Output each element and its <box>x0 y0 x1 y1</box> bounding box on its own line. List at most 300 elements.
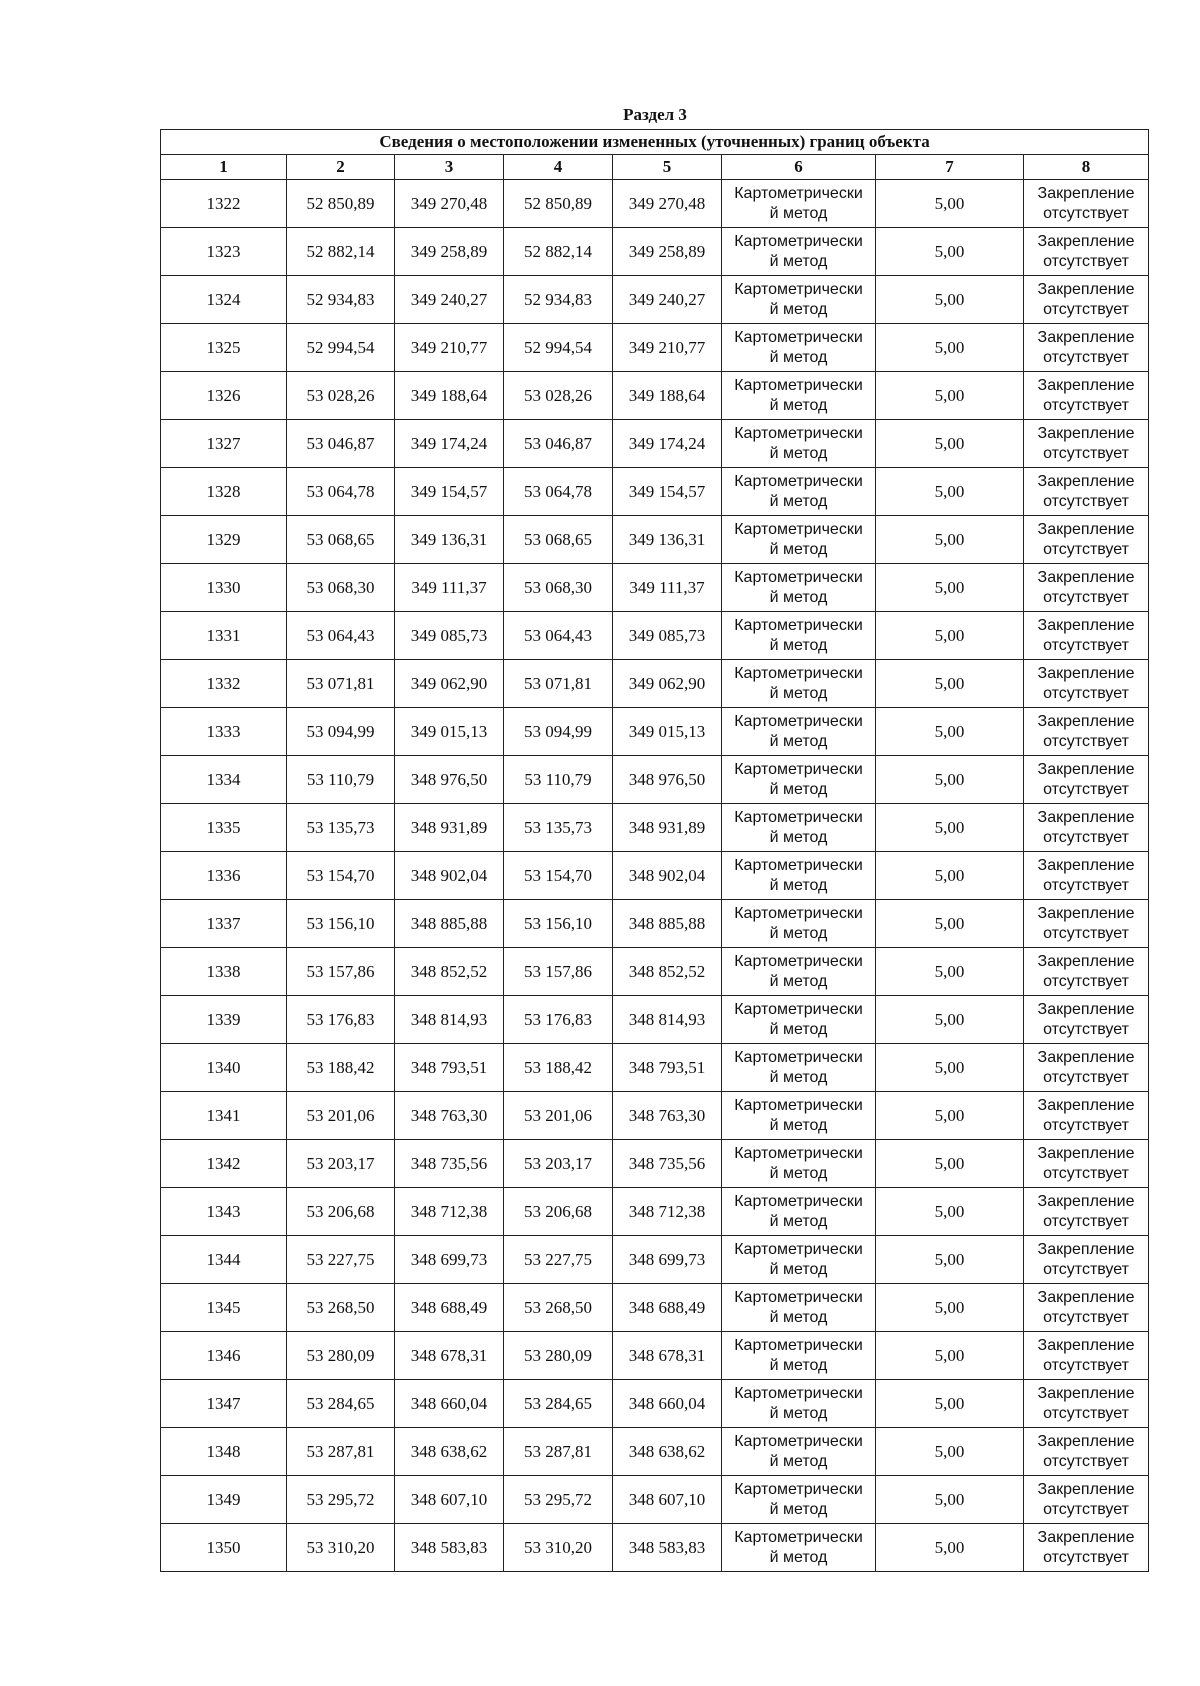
fixation-cell <box>1024 276 1149 324</box>
x-new-cell: 53 176,83 <box>504 996 613 1044</box>
x-old-cell: 53 188,42 <box>287 1044 395 1092</box>
method-cell <box>722 276 876 324</box>
point-number-cell: 1331 <box>161 612 287 660</box>
x-new-cell: 52 934,83 <box>504 276 613 324</box>
accuracy-cell: 5,00 <box>876 1236 1024 1284</box>
fixation-text-line: отсутствует <box>1043 876 1129 894</box>
x-new-cell: 53 284,65 <box>504 1380 613 1428</box>
point-number-cell: 1327 <box>161 420 287 468</box>
table-row <box>161 660 1149 708</box>
method-text-line: й метод <box>769 1212 828 1230</box>
point-number-cell: 1343 <box>161 1188 287 1236</box>
x-new-cell: 52 882,14 <box>504 228 613 276</box>
x-new-cell: 53 310,20 <box>504 1524 613 1572</box>
fixation-text-line: отсутствует <box>1043 540 1129 558</box>
fixation-text-line: отсутствует <box>1043 1356 1129 1374</box>
point-number-cell: 1325 <box>161 324 287 372</box>
fixation-cell <box>1024 1236 1149 1284</box>
method-text-line: Картометрически <box>734 472 863 490</box>
point-number-cell: 1344 <box>161 1236 287 1284</box>
table-row <box>161 708 1149 756</box>
table-row <box>161 1236 1149 1284</box>
accuracy-cell: 5,00 <box>876 1332 1024 1380</box>
method-cell <box>722 564 876 612</box>
section-title: Раздел 3 <box>623 105 687 124</box>
point-number-cell: 1349 <box>161 1476 287 1524</box>
fixation-text-line: Закрепление <box>1037 1240 1135 1258</box>
method-text-line: й метод <box>769 444 828 462</box>
point-number-cell: 1326 <box>161 372 287 420</box>
fixation-text-line: отсутствует <box>1043 1548 1129 1566</box>
point-number-cell: 1346 <box>161 1332 287 1380</box>
x-old-cell: 53 154,70 <box>287 852 395 900</box>
y-old-cell: 348 931,89 <box>395 804 504 852</box>
method-cell <box>722 516 876 564</box>
table-row <box>161 1092 1149 1140</box>
method-text-line: й метод <box>769 780 828 798</box>
method-text-line: Картометрически <box>734 1096 863 1114</box>
fixation-cell <box>1024 1524 1149 1572</box>
point-number-cell: 1337 <box>161 900 287 948</box>
accuracy-cell: 5,00 <box>876 1524 1024 1572</box>
y-new-cell: 348 814,93 <box>613 996 722 1044</box>
accuracy-cell: 5,00 <box>876 276 1024 324</box>
method-text-line: й метод <box>769 396 828 414</box>
accuracy-cell: 5,00 <box>876 996 1024 1044</box>
x-old-cell: 53 068,30 <box>287 564 395 612</box>
fixation-text-line: отсутствует <box>1043 1404 1129 1422</box>
method-text-line: й метод <box>769 300 828 318</box>
y-old-cell: 349 154,57 <box>395 468 504 516</box>
table-caption: Сведения о местоположении измененных (уточненных) границ объекта <box>161 130 1149 155</box>
y-old-cell: 348 660,04 <box>395 1380 504 1428</box>
y-old-cell: 348 678,31 <box>395 1332 504 1380</box>
method-text-line: й метод <box>769 1116 828 1134</box>
table-row <box>161 1428 1149 1476</box>
fixation-text-line: Закрепление <box>1037 376 1135 394</box>
fixation-text-line: Закрепление <box>1037 280 1135 298</box>
x-old-cell: 53 203,17 <box>287 1140 395 1188</box>
accuracy-cell: 5,00 <box>876 804 1024 852</box>
x-old-cell: 52 850,89 <box>287 180 395 228</box>
y-new-cell: 349 210,77 <box>613 324 722 372</box>
y-old-cell: 349 188,64 <box>395 372 504 420</box>
method-text-line: й метод <box>769 1308 828 1326</box>
table-row <box>161 612 1149 660</box>
fixation-cell <box>1024 1332 1149 1380</box>
fixation-cell <box>1024 372 1149 420</box>
x-old-cell: 53 201,06 <box>287 1092 395 1140</box>
y-old-cell: 348 852,52 <box>395 948 504 996</box>
method-text-line: Картометрически <box>734 520 863 538</box>
method-text-line: й метод <box>769 1260 828 1278</box>
y-new-cell: 349 062,90 <box>613 660 722 708</box>
method-cell <box>722 468 876 516</box>
fixation-cell <box>1024 324 1149 372</box>
x-old-cell: 53 176,83 <box>287 996 395 1044</box>
fixation-cell <box>1024 900 1149 948</box>
accuracy-cell: 5,00 <box>876 1380 1024 1428</box>
fixation-text-line: отсутствует <box>1043 396 1129 414</box>
table-row <box>161 1140 1149 1188</box>
column-number: 3 <box>395 155 504 180</box>
method-text-line: Картометрически <box>734 232 863 250</box>
y-old-cell: 349 085,73 <box>395 612 504 660</box>
fixation-text-line: отсутствует <box>1043 732 1129 750</box>
method-text-line: й метод <box>769 636 828 654</box>
method-text-line: Картометрически <box>734 1192 863 1210</box>
fixation-text-line: Закрепление <box>1037 1144 1135 1162</box>
fixation-text-line: отсутствует <box>1043 492 1129 510</box>
method-text-line: Картометрически <box>734 808 863 826</box>
accuracy-cell: 5,00 <box>876 420 1024 468</box>
fixation-cell <box>1024 228 1149 276</box>
y-new-cell: 349 136,31 <box>613 516 722 564</box>
fixation-cell <box>1024 660 1149 708</box>
accuracy-cell: 5,00 <box>876 1140 1024 1188</box>
accuracy-cell: 5,00 <box>876 372 1024 420</box>
accuracy-cell: 5,00 <box>876 612 1024 660</box>
method-cell <box>722 1284 876 1332</box>
fixation-text-line: отсутствует <box>1043 1308 1129 1326</box>
fixation-text-line: отсутствует <box>1043 300 1129 318</box>
method-text-line: й метод <box>769 828 828 846</box>
y-old-cell: 348 902,04 <box>395 852 504 900</box>
accuracy-cell: 5,00 <box>876 1428 1024 1476</box>
y-old-cell: 348 583,83 <box>395 1524 504 1572</box>
fixation-text-line: отсутствует <box>1043 204 1129 222</box>
y-old-cell: 349 258,89 <box>395 228 504 276</box>
method-text-line: й метод <box>769 972 828 990</box>
x-new-cell: 53 064,78 <box>504 468 613 516</box>
method-cell <box>722 324 876 372</box>
method-text-line: Картометрически <box>734 1432 863 1450</box>
point-number-cell: 1330 <box>161 564 287 612</box>
table-row <box>161 1044 1149 1092</box>
point-number-cell: 1336 <box>161 852 287 900</box>
accuracy-cell: 5,00 <box>876 228 1024 276</box>
x-new-cell: 53 068,30 <box>504 564 613 612</box>
fixation-text-line: отсутствует <box>1043 1212 1129 1230</box>
method-text-line: й метод <box>769 204 828 222</box>
y-old-cell: 349 270,48 <box>395 180 504 228</box>
point-number-cell: 1333 <box>161 708 287 756</box>
method-text-line: й метод <box>769 252 828 270</box>
method-cell <box>722 708 876 756</box>
y-new-cell: 348 678,31 <box>613 1332 722 1380</box>
y-new-cell: 348 902,04 <box>613 852 722 900</box>
table-row <box>161 420 1149 468</box>
point-number-cell: 1348 <box>161 1428 287 1476</box>
accuracy-cell: 5,00 <box>876 900 1024 948</box>
column-number: 2 <box>287 155 395 180</box>
y-old-cell: 348 607,10 <box>395 1476 504 1524</box>
point-number-cell: 1338 <box>161 948 287 996</box>
method-cell <box>722 1140 876 1188</box>
x-old-cell: 52 882,14 <box>287 228 395 276</box>
table-row <box>161 1380 1149 1428</box>
table-row <box>161 228 1149 276</box>
method-text-line: й метод <box>769 348 828 366</box>
y-new-cell: 349 085,73 <box>613 612 722 660</box>
method-cell <box>722 1188 876 1236</box>
y-new-cell: 348 885,88 <box>613 900 722 948</box>
point-number-cell: 1328 <box>161 468 287 516</box>
method-cell <box>722 1044 876 1092</box>
x-old-cell: 53 287,81 <box>287 1428 395 1476</box>
accuracy-cell: 5,00 <box>876 564 1024 612</box>
accuracy-cell: 5,00 <box>876 708 1024 756</box>
method-cell <box>722 612 876 660</box>
fixation-text-line: Закрепление <box>1037 952 1135 970</box>
x-old-cell: 53 295,72 <box>287 1476 395 1524</box>
method-text-line: Картометрически <box>734 376 863 394</box>
point-number-cell: 1324 <box>161 276 287 324</box>
method-text-line: й метод <box>769 1164 828 1182</box>
y-new-cell: 348 583,83 <box>613 1524 722 1572</box>
y-new-cell: 348 976,50 <box>613 756 722 804</box>
x-new-cell: 53 156,10 <box>504 900 613 948</box>
x-old-cell: 53 068,65 <box>287 516 395 564</box>
method-cell <box>722 996 876 1044</box>
method-cell <box>722 372 876 420</box>
x-old-cell: 53 206,68 <box>287 1188 395 1236</box>
y-new-cell: 349 015,13 <box>613 708 722 756</box>
method-text-line: й метод <box>769 540 828 558</box>
x-new-cell: 53 203,17 <box>504 1140 613 1188</box>
accuracy-cell: 5,00 <box>876 468 1024 516</box>
table-row <box>161 996 1149 1044</box>
method-text-line: й метод <box>769 588 828 606</box>
fixation-text-line: отсутствует <box>1043 1164 1129 1182</box>
y-new-cell: 348 607,10 <box>613 1476 722 1524</box>
method-text-line: Картометрически <box>734 904 863 922</box>
x-new-cell: 53 201,06 <box>504 1092 613 1140</box>
column-number: 4 <box>504 155 613 180</box>
y-new-cell: 348 688,49 <box>613 1284 722 1332</box>
fixation-text-line: Закрепление <box>1037 184 1135 202</box>
table-row <box>161 564 1149 612</box>
method-text-line: й метод <box>769 924 828 942</box>
x-old-cell: 53 064,43 <box>287 612 395 660</box>
fixation-cell <box>1024 1140 1149 1188</box>
point-number-cell: 1340 <box>161 1044 287 1092</box>
fixation-cell <box>1024 468 1149 516</box>
y-old-cell: 349 111,37 <box>395 564 504 612</box>
x-old-cell: 53 157,86 <box>287 948 395 996</box>
x-new-cell: 53 154,70 <box>504 852 613 900</box>
method-text-line: Картометрически <box>734 568 863 586</box>
fixation-text-line: отсутствует <box>1043 588 1129 606</box>
fixation-text-line: Закрепление <box>1037 1288 1135 1306</box>
method-cell <box>722 1332 876 1380</box>
y-old-cell: 349 136,31 <box>395 516 504 564</box>
method-text-line: й метод <box>769 732 828 750</box>
table-row <box>161 1332 1149 1380</box>
fixation-text-line: Закрепление <box>1037 1048 1135 1066</box>
fixation-text-line: Закрепление <box>1037 232 1135 250</box>
fixation-cell <box>1024 1188 1149 1236</box>
fixation-text-line: Закрепление <box>1037 904 1135 922</box>
fixation-text-line: Закрепление <box>1037 472 1135 490</box>
x-new-cell: 53 295,72 <box>504 1476 613 1524</box>
method-text-line: й метод <box>769 684 828 702</box>
method-text-line: Картометрически <box>734 1288 863 1306</box>
fixation-cell <box>1024 996 1149 1044</box>
method-cell <box>722 1236 876 1284</box>
x-old-cell: 53 156,10 <box>287 900 395 948</box>
column-number: 6 <box>722 155 876 180</box>
y-new-cell: 348 793,51 <box>613 1044 722 1092</box>
y-old-cell: 348 976,50 <box>395 756 504 804</box>
accuracy-cell: 5,00 <box>876 1188 1024 1236</box>
y-old-cell: 348 793,51 <box>395 1044 504 1092</box>
accuracy-cell: 5,00 <box>876 660 1024 708</box>
fixation-text-line: отсутствует <box>1043 924 1129 942</box>
x-old-cell: 53 227,75 <box>287 1236 395 1284</box>
method-text-line: Картометрически <box>734 664 863 682</box>
method-text-line: Картометрически <box>734 1048 863 1066</box>
y-new-cell: 348 699,73 <box>613 1236 722 1284</box>
fixation-text-line: Закрепление <box>1037 712 1135 730</box>
x-new-cell: 53 071,81 <box>504 660 613 708</box>
fixation-text-line: отсутствует <box>1043 1116 1129 1134</box>
point-number-cell: 1350 <box>161 1524 287 1572</box>
fixation-cell <box>1024 1476 1149 1524</box>
method-cell <box>722 900 876 948</box>
y-old-cell: 348 885,88 <box>395 900 504 948</box>
method-text-line: Картометрически <box>734 424 863 442</box>
fixation-text-line: Закрепление <box>1037 616 1135 634</box>
x-old-cell: 53 135,73 <box>287 804 395 852</box>
method-text-line: Картометрически <box>734 712 863 730</box>
fixation-text-line: отсутствует <box>1043 972 1129 990</box>
table-row <box>161 516 1149 564</box>
method-cell <box>722 1380 876 1428</box>
point-number-cell: 1345 <box>161 1284 287 1332</box>
y-new-cell: 348 735,56 <box>613 1140 722 1188</box>
fixation-text-line: отсутствует <box>1043 684 1129 702</box>
method-cell <box>722 420 876 468</box>
x-new-cell: 53 046,87 <box>504 420 613 468</box>
fixation-text-line: отсутствует <box>1043 1020 1129 1038</box>
x-new-cell: 53 227,75 <box>504 1236 613 1284</box>
fixation-cell <box>1024 1380 1149 1428</box>
table-row <box>161 276 1149 324</box>
method-cell <box>722 1428 876 1476</box>
fixation-text-line: отсутствует <box>1043 1068 1129 1086</box>
method-cell <box>722 756 876 804</box>
table-row <box>161 852 1149 900</box>
x-new-cell: 53 280,09 <box>504 1332 613 1380</box>
accuracy-cell: 5,00 <box>876 852 1024 900</box>
method-text-line: Картометрически <box>734 1144 863 1162</box>
method-cell <box>722 660 876 708</box>
column-number: 8 <box>1024 155 1149 180</box>
y-new-cell: 348 852,52 <box>613 948 722 996</box>
method-text-line: Картометрически <box>734 1000 863 1018</box>
fixation-cell <box>1024 708 1149 756</box>
x-new-cell: 53 135,73 <box>504 804 613 852</box>
table-row <box>161 804 1149 852</box>
fixation-cell <box>1024 564 1149 612</box>
y-old-cell: 349 210,77 <box>395 324 504 372</box>
method-text-line: й метод <box>769 1068 828 1086</box>
x-new-cell: 53 068,65 <box>504 516 613 564</box>
column-number: 7 <box>876 155 1024 180</box>
fixation-cell <box>1024 804 1149 852</box>
y-old-cell: 348 712,38 <box>395 1188 504 1236</box>
x-old-cell: 52 934,83 <box>287 276 395 324</box>
accuracy-cell: 5,00 <box>876 1476 1024 1524</box>
method-cell <box>722 1524 876 1572</box>
method-text-line: й метод <box>769 1452 828 1470</box>
table-row <box>161 180 1149 228</box>
point-number-cell: 1332 <box>161 660 287 708</box>
y-old-cell: 348 638,62 <box>395 1428 504 1476</box>
y-old-cell: 348 763,30 <box>395 1092 504 1140</box>
x-old-cell: 53 028,26 <box>287 372 395 420</box>
x-old-cell: 53 284,65 <box>287 1380 395 1428</box>
point-number-cell: 1323 <box>161 228 287 276</box>
method-text-line: Картометрически <box>734 856 863 874</box>
fixation-cell <box>1024 180 1149 228</box>
method-cell <box>722 948 876 996</box>
x-old-cell: 53 310,20 <box>287 1524 395 1572</box>
y-new-cell: 349 258,89 <box>613 228 722 276</box>
fixation-cell <box>1024 612 1149 660</box>
method-text-line: й метод <box>769 1356 828 1374</box>
fixation-text-line: Закрепление <box>1037 1528 1135 1546</box>
method-text-line: Картометрически <box>734 280 863 298</box>
fixation-text-line: Закрепление <box>1037 1480 1135 1498</box>
fixation-text-line: Закрепление <box>1037 1096 1135 1114</box>
fixation-text-line: Закрепление <box>1037 424 1135 442</box>
table-row <box>161 1284 1149 1332</box>
fixation-text-line: Закрепление <box>1037 664 1135 682</box>
x-old-cell: 53 280,09 <box>287 1332 395 1380</box>
table-row <box>161 948 1149 996</box>
method-text-line: Картометрически <box>734 616 863 634</box>
method-text-line: Картометрически <box>734 1240 863 1258</box>
method-text-line: Картометрически <box>734 1384 863 1402</box>
point-number-cell: 1335 <box>161 804 287 852</box>
fixation-text-line: отсутствует <box>1043 1500 1129 1518</box>
x-new-cell: 52 850,89 <box>504 180 613 228</box>
method-text-line: Картометрически <box>734 1480 863 1498</box>
x-new-cell: 52 994,54 <box>504 324 613 372</box>
x-new-cell: 53 268,50 <box>504 1284 613 1332</box>
table-row <box>161 756 1149 804</box>
method-text-line: й метод <box>769 876 828 894</box>
x-new-cell: 53 206,68 <box>504 1188 613 1236</box>
y-new-cell: 348 931,89 <box>613 804 722 852</box>
fixation-text-line: отсутствует <box>1043 444 1129 462</box>
y-new-cell: 349 270,48 <box>613 180 722 228</box>
x-new-cell: 53 110,79 <box>504 756 613 804</box>
fixation-text-line: Закрепление <box>1037 808 1135 826</box>
fixation-text-line: Закрепление <box>1037 1336 1135 1354</box>
table-row <box>161 468 1149 516</box>
method-text-line: й метод <box>769 1020 828 1038</box>
table-row <box>161 1524 1149 1572</box>
method-text-line: Картометрически <box>734 952 863 970</box>
table-row <box>161 1188 1149 1236</box>
fixation-text-line: Закрепление <box>1037 1000 1135 1018</box>
point-number-cell: 1329 <box>161 516 287 564</box>
y-old-cell: 348 814,93 <box>395 996 504 1044</box>
y-new-cell: 349 188,64 <box>613 372 722 420</box>
